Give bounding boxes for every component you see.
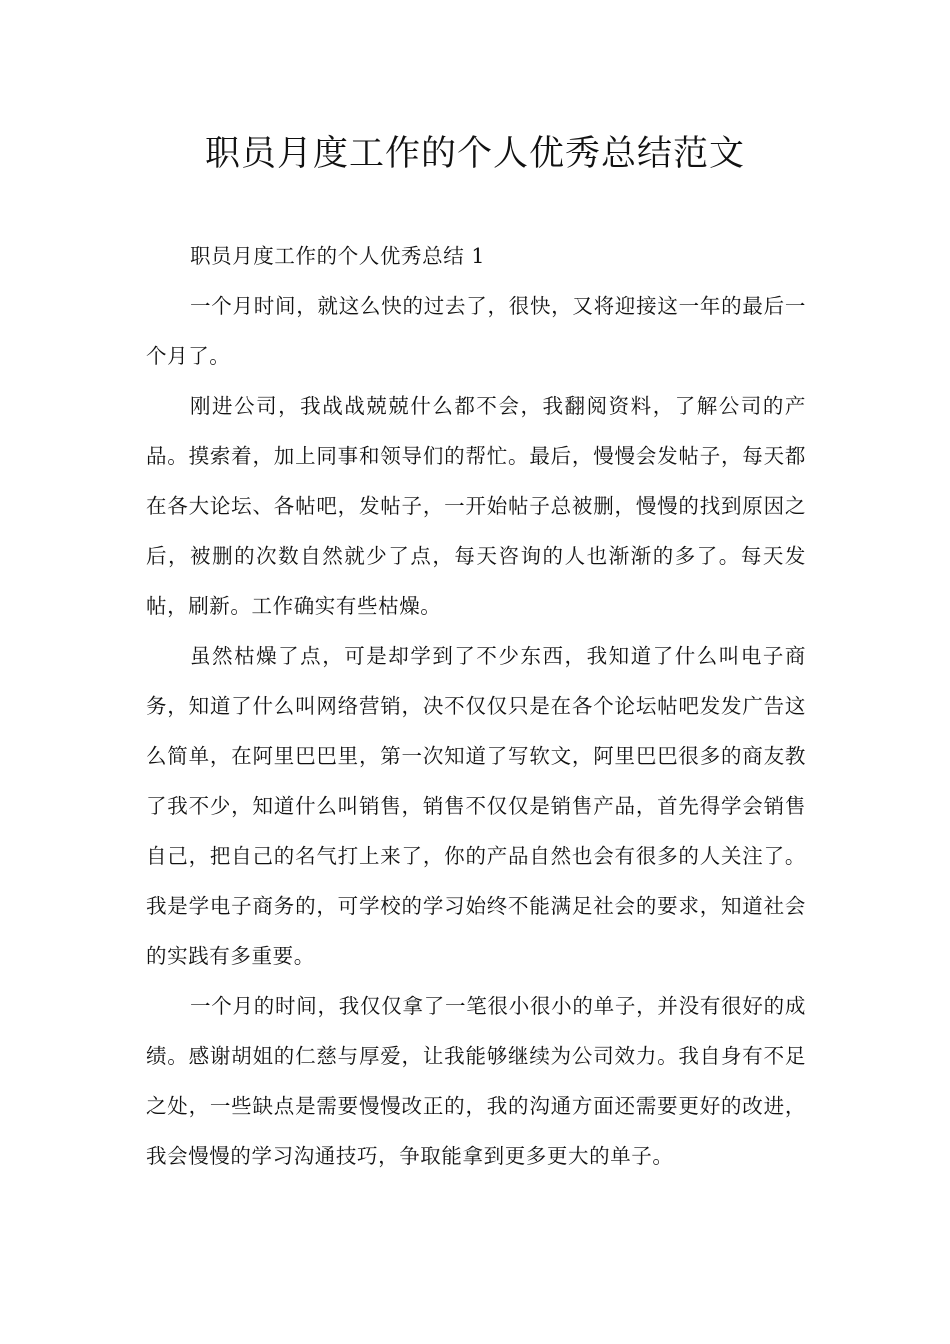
paragraph-1: 一个月时间，就这么快的过去了，很快，又将迎接这一年的最后一个月了。: [146, 294, 806, 368]
section-heading: 职员月度工作的个人优秀总结 1: [190, 244, 486, 268]
paragraph-4: 一个月的时间，我仅仅拿了一笔很小很小的单子，并没有很好的成绩。感谢胡姐的仁慈与厚爱，让我能够继续为公司效力。我自身有不足之处，一些缺点是需要慢慢改正的，我的沟通方面还需要更好的改进，我会慢慢的学习沟通技巧，争取能拿到更多更大的单子。: [146, 994, 806, 1168]
paragraph-3: 虽然枯燥了点，可是却学到了不少东西，我知道了什么叫电子商务，知道了什么叫网络营销，决不仅仅只是在各个论坛帖吧发发广告这么简单，在阿里巴巴里，第一次知道了写软文，阿里巴巴很多的商友教了我不少，知道什么叫销售，销售不仅仅是销售产品，首先得学会销售自己，把自己的名气打上来了，你的产品自然也会有很多的人关注了。我是学电子商务的，可学校的学习始终不能满足社会的要求，知道社会的实践有多重要。: [146, 644, 806, 968]
document-title: 职员月度工作的个人优秀总结范文: [204, 134, 745, 174]
paragraph-2: 刚进公司，我战战兢兢什么都不会，我翻阅资料，了解公司的产品。摸索着，加上同事和领导们的帮忙。最后，慢慢会发帖子，每天都在各大论坛、各帖吧，发帖子，一开始帖子总被删，慢慢的找到原因之后，被删的次数自然就少了点，每天咨询的人也渐渐的多了。每天发帖，刷新。工作确实有些枯燥。: [146, 394, 806, 618]
document-body: [146, 231, 806, 1181]
